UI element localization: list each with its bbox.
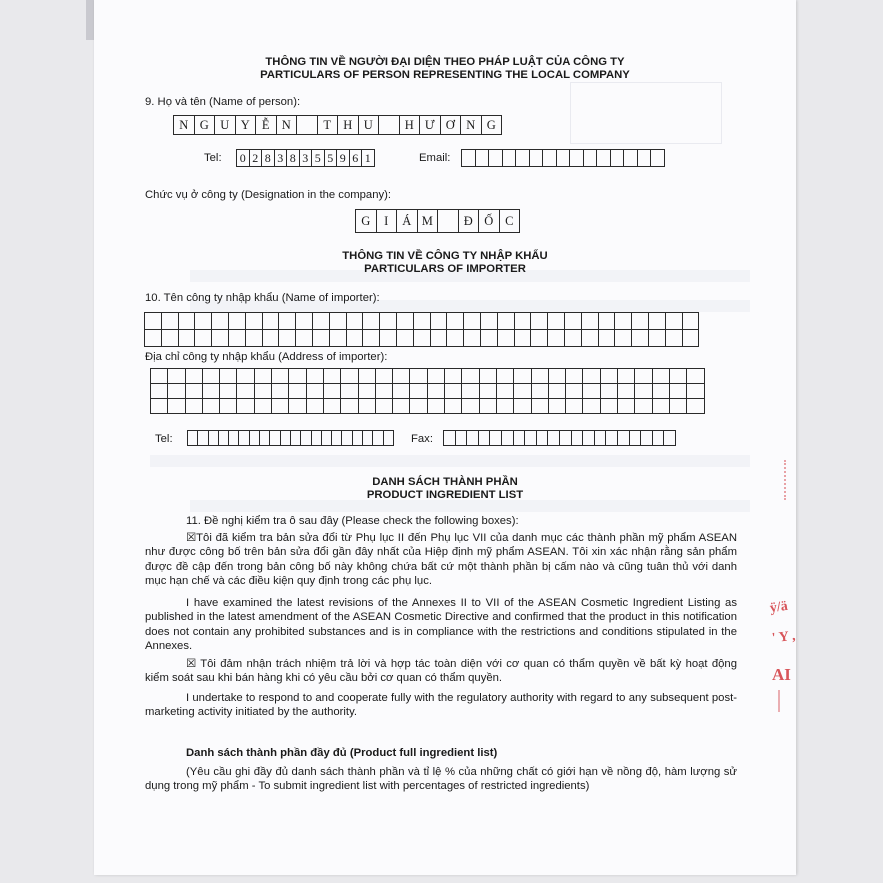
tel-label: Tel: [204, 152, 222, 164]
importer-name-cell[interactable] [564, 313, 581, 330]
importer-address-cell[interactable] [514, 384, 531, 399]
tel-field[interactable] [236, 149, 375, 167]
designation-cell[interactable]: Đ [458, 210, 479, 233]
importer-address-cell[interactable] [375, 369, 392, 384]
importer-name-cell[interactable] [363, 313, 380, 330]
importer-address-cell[interactable] [393, 399, 410, 414]
email-cell[interactable] [556, 150, 570, 167]
importer-name-cell[interactable] [497, 330, 514, 347]
importer-name-cell[interactable] [480, 330, 497, 347]
importer-address-cell[interactable] [445, 369, 462, 384]
importer-address-cell[interactable] [687, 384, 704, 399]
tel-cell[interactable]: 3 [299, 150, 312, 167]
importer-fax-cell[interactable] [629, 431, 641, 446]
name-cell[interactable] [297, 116, 318, 135]
importer-name-cell[interactable] [598, 330, 615, 347]
importer-name-cell[interactable] [178, 330, 195, 347]
importer-address-cell[interactable] [479, 369, 496, 384]
importer-name-cell[interactable] [195, 330, 212, 347]
importer-address-cell[interactable] [202, 399, 219, 414]
importer-name-cell[interactable] [648, 313, 665, 330]
importer-address-cell[interactable] [185, 384, 202, 399]
importer-name-cell[interactable] [212, 313, 229, 330]
importer-name-field[interactable] [144, 312, 699, 347]
importer-name-cell[interactable] [598, 313, 615, 330]
importer-address-cell[interactable] [237, 369, 254, 384]
importer-address-cell[interactable] [479, 399, 496, 414]
importer-name-cell[interactable] [430, 330, 447, 347]
importer-name-cell[interactable] [145, 330, 162, 347]
importer-fax-cell[interactable] [444, 431, 456, 446]
importer-name-cell[interactable] [346, 313, 363, 330]
designation-cell[interactable] [438, 210, 459, 233]
importer-address-cell[interactable] [254, 384, 271, 399]
name-cell[interactable]: H [399, 116, 420, 135]
importer-name-cell[interactable] [581, 330, 598, 347]
importer-address-cell[interactable] [306, 369, 323, 384]
importer-name-cell[interactable] [396, 313, 413, 330]
importer-address-cell[interactable] [583, 369, 600, 384]
importer-address-cell[interactable] [358, 369, 375, 384]
importer-address-cell[interactable] [185, 369, 202, 384]
importer-fax-cell[interactable] [664, 431, 676, 446]
importer-address-cell[interactable] [306, 399, 323, 414]
importer-address-cell[interactable] [220, 399, 237, 414]
importer-name-cell[interactable] [312, 330, 329, 347]
declaration-2-vi-text: Tôi đảm nhận trách nhiệm trả lời và hợp tác toàn diện với cơ quan có thẩm quyền về bất kỳ hoạt động kiểm soát sau khi bán hàng khi có yêu cầu bởi cơ quan có thẩm quyền. [145, 658, 737, 685]
designation-cell[interactable]: I [376, 210, 397, 233]
importer-address-cell[interactable] [272, 399, 289, 414]
importer-name-cell[interactable] [296, 313, 313, 330]
importer-fax-cell[interactable] [641, 431, 653, 446]
importer-name-cell[interactable] [262, 330, 279, 347]
importer-name-cell[interactable] [632, 330, 649, 347]
importer-address-cell[interactable] [514, 399, 531, 414]
importer-tel-cell[interactable] [290, 431, 300, 446]
importer-address-cell[interactable] [427, 369, 444, 384]
importer-name-cell[interactable] [531, 313, 548, 330]
importer-fax-cell[interactable] [559, 431, 571, 446]
importer-name-cell[interactable] [581, 313, 598, 330]
importer-address-cell[interactable] [687, 399, 704, 414]
importer-address-cell[interactable] [635, 399, 652, 414]
importer-name-cell[interactable] [329, 313, 346, 330]
importer-name-cell[interactable] [447, 313, 464, 330]
importer-address-cell[interactable] [237, 399, 254, 414]
importer-address-cell[interactable] [272, 384, 289, 399]
designation-field[interactable] [355, 209, 520, 233]
importer-name-cell[interactable] [161, 330, 178, 347]
importer-name-cell[interactable] [245, 330, 262, 347]
importer-name-cell[interactable] [312, 313, 329, 330]
importer-name-cell[interactable] [665, 330, 682, 347]
email-cell[interactable] [637, 150, 651, 167]
name-cell[interactable]: H [338, 116, 359, 135]
importer-name-cell[interactable] [329, 330, 346, 347]
importer-tel-cell[interactable] [270, 431, 280, 446]
email-cell[interactable] [624, 150, 638, 167]
email-cell[interactable] [651, 150, 665, 167]
importer-address-label: Địa chỉ công ty nhập khẩu (Address of importer): [145, 351, 388, 363]
importer-title-en: PARTICULARS OF IMPORTER [364, 263, 526, 275]
importer-address-cell[interactable] [548, 369, 565, 384]
importer-fax-cell[interactable] [501, 431, 513, 446]
importer-address-cell[interactable] [289, 399, 306, 414]
checkbox-undertake[interactable]: ☒ [186, 658, 197, 670]
importer-address-cell[interactable] [151, 384, 168, 399]
importer-address-cell[interactable] [410, 369, 427, 384]
importer-name-cell[interactable] [346, 330, 363, 347]
importer-name-label: 10. Tên công ty nhập khẩu (Name of importer): [145, 292, 380, 304]
name-field[interactable] [173, 115, 502, 135]
designation-cell[interactable]: M [417, 210, 438, 233]
email-cell[interactable] [597, 150, 611, 167]
name-cell[interactable]: Y [235, 116, 256, 135]
importer-address-cell[interactable] [566, 399, 583, 414]
importer-address-cell[interactable] [600, 384, 617, 399]
importer-fax-cell[interactable] [617, 431, 629, 446]
name-cell[interactable]: N [461, 116, 482, 135]
importer-name-cell[interactable] [648, 330, 665, 347]
tel-cell[interactable]: 5 [312, 150, 325, 167]
importer-address-cell[interactable] [254, 399, 271, 414]
importer-address-cell[interactable] [323, 384, 340, 399]
stamp-fragment: AI [772, 665, 791, 684]
importer-fax-field[interactable] [443, 430, 676, 446]
importer-address-cell[interactable] [687, 369, 704, 384]
importer-fax-cell[interactable] [548, 431, 560, 446]
stamp-fragment [784, 460, 792, 500]
importer-address-cell[interactable] [496, 399, 513, 414]
email-cell[interactable] [543, 150, 557, 167]
email-label: Email: [419, 152, 451, 164]
importer-address-cell[interactable] [427, 384, 444, 399]
importer-tel-cell[interactable] [260, 431, 270, 446]
importer-name-cell[interactable] [514, 313, 531, 330]
importer-name-cell[interactable] [615, 330, 632, 347]
full-list-note: (Yêu cầu ghi đầy đủ danh sách thành phần và tỉ lệ % của những chất có giới hạn về nồng độ, hàm lượng sử dụng trong mỹ phẩm - To submit ingredient list with percentages of restricted ingredients) [145, 766, 737, 793]
name-label: 9. Họ và tên (Name of person): [145, 96, 301, 108]
importer-name-cell[interactable] [296, 330, 313, 347]
check-instruction: 11. Đề nghị kiểm tra ô sau đây (Please check the following boxes): [186, 515, 519, 527]
email-cell[interactable] [462, 150, 476, 167]
importer-address-cell[interactable] [652, 369, 669, 384]
declaration-1-vi [145, 531, 737, 588]
email-cell[interactable] [516, 150, 530, 167]
importer-fax-cell[interactable] [571, 431, 583, 446]
importer-address-cell[interactable] [600, 369, 617, 384]
importer-tel-cell[interactable] [218, 431, 228, 446]
name-cell[interactable]: Ư [420, 116, 441, 135]
importer-address-cell[interactable] [393, 384, 410, 399]
email-cell[interactable] [475, 150, 489, 167]
importer-address-cell[interactable] [289, 384, 306, 399]
name-cell[interactable]: G [481, 116, 502, 135]
importer-name-cell[interactable] [413, 330, 430, 347]
importer-tel-cell[interactable] [383, 431, 393, 446]
importer-fax-cell[interactable] [583, 431, 595, 446]
importer-fax-cell[interactable] [536, 431, 548, 446]
name-cell[interactable]: T [317, 116, 338, 135]
importer-tel-cell[interactable] [188, 431, 198, 446]
name-cell[interactable]: U [358, 116, 379, 135]
importer-address-cell[interactable] [652, 384, 669, 399]
importer-name-cell[interactable] [548, 330, 565, 347]
importer-address-cell[interactable] [237, 384, 254, 399]
tel-cell[interactable]: 3 [274, 150, 287, 167]
importer-address-cell[interactable] [341, 384, 358, 399]
importer-fax-cell[interactable] [594, 431, 606, 446]
importer-address-cell[interactable] [531, 369, 548, 384]
email-cell[interactable] [610, 150, 624, 167]
importer-address-cell[interactable] [583, 384, 600, 399]
importer-name-cell[interactable] [195, 313, 212, 330]
tel-cell[interactable]: 9 [337, 150, 350, 167]
email-cell[interactable] [570, 150, 584, 167]
tel-cell[interactable]: 2 [249, 150, 262, 167]
importer-tel-cell[interactable] [301, 431, 311, 446]
importer-address-cell[interactable] [220, 384, 237, 399]
importer-address-cell[interactable] [375, 384, 392, 399]
importer-address-cell[interactable] [254, 369, 271, 384]
show-through-box [570, 82, 722, 144]
importer-title-vi: THÔNG TIN VỀ CÔNG TY NHẬP KHẨU [342, 250, 548, 262]
declaration-2-en: I undertake to respond to and cooperate fully with the regulatory authority with regard to any subsequent post-marketing activity initiated by the authority. [145, 692, 737, 719]
importer-address-cell[interactable] [618, 399, 635, 414]
importer-name-cell[interactable] [564, 330, 581, 347]
importer-name-cell[interactable] [178, 313, 195, 330]
importer-name-cell[interactable] [262, 313, 279, 330]
importer-tel-cell[interactable] [363, 431, 373, 446]
importer-name-cell[interactable] [514, 330, 531, 347]
importer-name-cell[interactable] [430, 313, 447, 330]
importer-address-cell[interactable] [202, 369, 219, 384]
importer-address-cell[interactable] [185, 399, 202, 414]
importer-name-cell[interactable] [548, 313, 565, 330]
importer-address-cell[interactable] [618, 369, 635, 384]
importer-name-cell[interactable] [212, 330, 229, 347]
importer-address-cell[interactable] [202, 384, 219, 399]
name-cell[interactable]: N [174, 116, 195, 135]
importer-address-cell[interactable] [583, 399, 600, 414]
importer-fax-label: Fax: [411, 433, 433, 445]
importer-tel-cell[interactable] [332, 431, 342, 446]
importer-address-cell[interactable] [358, 384, 375, 399]
importer-address-cell[interactable] [462, 369, 479, 384]
importer-address-cell[interactable] [341, 399, 358, 414]
importer-name-cell[interactable] [380, 313, 397, 330]
importer-address-cell[interactable] [548, 384, 565, 399]
importer-address-cell[interactable] [618, 384, 635, 399]
importer-address-cell[interactable] [600, 399, 617, 414]
importer-address-cell[interactable] [514, 369, 531, 384]
importer-address-cell[interactable] [272, 369, 289, 384]
email-cell[interactable] [529, 150, 543, 167]
importer-name-cell[interactable] [632, 313, 649, 330]
importer-name-cell[interactable] [682, 330, 699, 347]
importer-tel-cell[interactable] [352, 431, 362, 446]
importer-address-cell[interactable] [151, 399, 168, 414]
importer-address-cell[interactable] [151, 369, 168, 384]
importer-tel-cell[interactable] [311, 431, 321, 446]
importer-name-cell[interactable] [228, 330, 245, 347]
name-cell[interactable] [379, 116, 400, 135]
importer-address-cell[interactable] [168, 399, 185, 414]
name-cell[interactable]: Ơ [440, 116, 461, 135]
importer-name-cell[interactable] [665, 313, 682, 330]
importer-tel-cell[interactable] [321, 431, 331, 446]
importer-fax-cell[interactable] [606, 431, 618, 446]
importer-address-cell[interactable] [427, 399, 444, 414]
importer-address-cell[interactable] [548, 399, 565, 414]
importer-tel-field[interactable] [187, 430, 394, 446]
importer-address-cell[interactable] [358, 399, 375, 414]
importer-tel-cell[interactable] [239, 431, 249, 446]
tel-cell[interactable]: 1 [362, 150, 375, 167]
importer-fax-cell[interactable] [478, 431, 490, 446]
checkbox-examined[interactable]: ☒ [186, 532, 197, 544]
name-cell[interactable]: G [194, 116, 215, 135]
importer-name-cell[interactable] [464, 330, 481, 347]
importer-name-cell[interactable] [497, 313, 514, 330]
rep-title-en: PARTICULARS OF PERSON REPRESENTING THE LOCAL COMPANY [260, 69, 630, 81]
importer-address-cell[interactable] [669, 399, 686, 414]
ingredients-title-vi: DANH SÁCH THÀNH PHẦN [372, 476, 518, 488]
importer-name-cell[interactable] [531, 330, 548, 347]
tel-cell[interactable]: 8 [262, 150, 275, 167]
importer-address-cell[interactable] [168, 369, 185, 384]
show-through-line [150, 455, 750, 467]
importer-tel-cell[interactable] [198, 431, 208, 446]
importer-address-cell[interactable] [410, 399, 427, 414]
importer-address-cell[interactable] [669, 384, 686, 399]
importer-address-cell[interactable] [462, 384, 479, 399]
importer-address-cell[interactable] [168, 384, 185, 399]
importer-tel-label: Tel: [155, 433, 173, 445]
designation-cell[interactable]: Á [397, 210, 418, 233]
importer-address-cell[interactable] [393, 369, 410, 384]
importer-name-cell[interactable] [480, 313, 497, 330]
email-field[interactable] [461, 149, 665, 167]
importer-address-cell[interactable] [462, 399, 479, 414]
name-cell[interactable]: N [276, 116, 297, 135]
importer-fax-cell[interactable] [513, 431, 525, 446]
ingredients-title-en: PRODUCT INGREDIENT LIST [366, 489, 524, 501]
designation-cell[interactable]: G [356, 210, 377, 233]
tel-cell[interactable]: 8 [287, 150, 300, 167]
importer-name-cell[interactable] [363, 330, 380, 347]
declaration-1-vi-text: Tôi đã kiểm tra bản sửa đổi từ Phụ lục II đến Phụ lục VII của danh mục các thành phần mỹ phẩm ASEAN như được công bố trên bản sửa đổi gần đây nhất của Hiệp định mỹ phẩm ASEAN. Tôi xin xác nhận rằng sản phẩm được đề cập đến trong bản công bố này không chứa bất cứ một thành phần bị cấm nào và cũng tuân thủ với danh mục hạn chế và các điều kiện quy định trong các phụ lục. [145, 532, 737, 587]
designation-cell[interactable]: Ố [479, 210, 500, 233]
importer-address-field[interactable] [150, 368, 705, 414]
importer-name-cell[interactable] [161, 313, 178, 330]
importer-address-cell[interactable] [635, 369, 652, 384]
importer-address-cell[interactable] [289, 369, 306, 384]
stamp-fragment: ÿ/ä [768, 598, 789, 617]
importer-address-cell[interactable] [479, 384, 496, 399]
importer-tel-cell[interactable] [342, 431, 352, 446]
importer-name-cell[interactable] [682, 313, 699, 330]
importer-address-cell[interactable] [341, 369, 358, 384]
importer-address-cell[interactable] [323, 399, 340, 414]
importer-name-cell[interactable] [413, 313, 430, 330]
importer-fax-cell[interactable] [652, 431, 664, 446]
importer-fax-cell[interactable] [490, 431, 502, 446]
tel-cell[interactable]: 5 [324, 150, 337, 167]
declaration-1-en: I have examined the latest revisions of the Annexes II to VII of the ASEAN Cosmetic Ingredient Listing as published in the latest amendment of the ASEAN Cosmetic Directive and confirmed that the product in this notification does not contain any prohibited substances and is in compliance with the restrictions and conditions stipulated in the Annexes. [145, 597, 737, 652]
stamp-fragment [778, 690, 788, 712]
email-cell[interactable] [502, 150, 516, 167]
importer-address-cell[interactable] [445, 384, 462, 399]
importer-tel-cell[interactable] [249, 431, 259, 446]
importer-address-cell[interactable] [531, 399, 548, 414]
importer-name-cell[interactable] [447, 330, 464, 347]
stamp-fragment: ' Y , [771, 628, 797, 647]
importer-name-cell[interactable] [279, 313, 296, 330]
importer-fax-cell[interactable] [467, 431, 479, 446]
importer-address-cell[interactable] [635, 384, 652, 399]
tel-cell[interactable]: 0 [237, 150, 250, 167]
designation-label: Chức vụ ở công ty (Designation in the company): [145, 189, 392, 201]
importer-name-cell[interactable] [279, 330, 296, 347]
importer-name-cell[interactable] [245, 313, 262, 330]
tel-cell[interactable]: 6 [349, 150, 362, 167]
importer-address-cell[interactable] [323, 369, 340, 384]
importer-fax-cell[interactable] [455, 431, 467, 446]
name-cell[interactable]: U [215, 116, 236, 135]
importer-tel-cell[interactable] [208, 431, 218, 446]
importer-address-cell[interactable] [220, 369, 237, 384]
email-cell[interactable] [583, 150, 597, 167]
name-cell[interactable]: Ễ [256, 116, 277, 135]
full-list-title: Danh sách thành phần đầy đủ (Product full ingredient list) [186, 747, 498, 759]
importer-address-cell[interactable] [410, 384, 427, 399]
designation-cell[interactable]: C [499, 210, 520, 233]
importer-address-cell[interactable] [531, 384, 548, 399]
importer-tel-cell[interactable] [373, 431, 383, 446]
email-cell[interactable] [489, 150, 503, 167]
importer-address-cell[interactable] [496, 369, 513, 384]
importer-name-cell[interactable] [615, 313, 632, 330]
importer-fax-cell[interactable] [525, 431, 537, 446]
importer-address-cell[interactable] [496, 384, 513, 399]
importer-name-cell[interactable] [145, 313, 162, 330]
importer-name-cell[interactable] [464, 313, 481, 330]
importer-address-cell[interactable] [652, 399, 669, 414]
importer-name-cell[interactable] [228, 313, 245, 330]
importer-address-cell[interactable] [306, 384, 323, 399]
importer-address-cell[interactable] [566, 369, 583, 384]
importer-name-cell[interactable] [380, 330, 397, 347]
rep-title-vi: THÔNG TIN VỀ NGƯỜI ĐẠI DIỆN THEO PHÁP LUẬT CỦA CÔNG TY [265, 56, 625, 68]
importer-address-cell[interactable] [669, 369, 686, 384]
importer-name-cell[interactable] [396, 330, 413, 347]
declaration-2-vi [145, 657, 737, 686]
importer-tel-cell[interactable] [280, 431, 290, 446]
importer-tel-cell[interactable] [229, 431, 239, 446]
importer-address-cell[interactable] [566, 384, 583, 399]
importer-address-cell[interactable] [445, 399, 462, 414]
importer-address-cell[interactable] [375, 399, 392, 414]
